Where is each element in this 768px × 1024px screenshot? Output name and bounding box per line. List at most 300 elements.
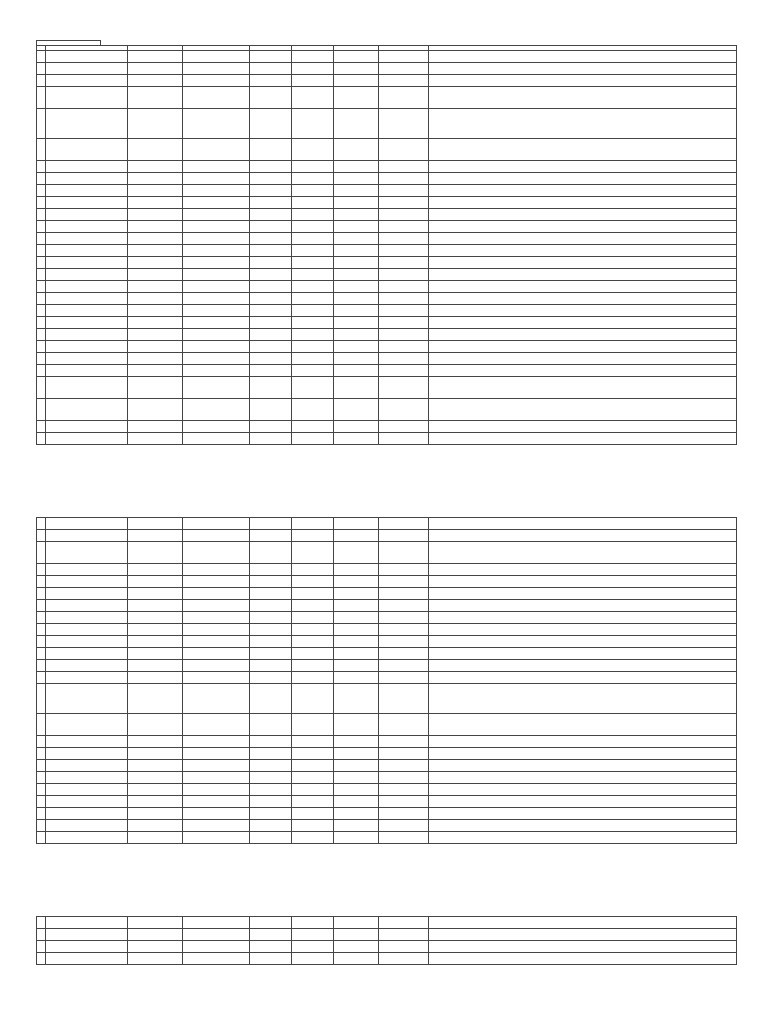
- table-row: [37, 173, 737, 185]
- notes-cell: [429, 329, 737, 341]
- table-row: [37, 542, 737, 564]
- status-cell: [379, 87, 429, 109]
- website-link[interactable]: [183, 917, 250, 929]
- college-cell: [46, 660, 128, 672]
- phone-cell: [292, 564, 334, 576]
- email-cell: [334, 353, 379, 365]
- notes-cell: [429, 624, 737, 636]
- location-cell: [128, 684, 183, 714]
- email-cell: [334, 672, 379, 684]
- location-cell: [128, 760, 183, 772]
- contact-cell: [250, 329, 292, 341]
- location-cell: [128, 941, 183, 953]
- contact-cell: [250, 736, 292, 748]
- website-link[interactable]: [183, 87, 250, 109]
- contact-cell: [250, 576, 292, 588]
- college-cell: [46, 530, 128, 542]
- website-link[interactable]: [183, 941, 250, 953]
- phone-cell: [292, 941, 334, 953]
- notes-cell: [429, 660, 737, 672]
- table-row: [37, 600, 737, 612]
- notes-cell: [429, 941, 737, 953]
- email-cell: [334, 139, 379, 161]
- table-row: [37, 185, 737, 197]
- notes-cell: [429, 51, 737, 63]
- website-link[interactable]: [183, 329, 250, 341]
- contact-cell: [250, 672, 292, 684]
- email-cell: [334, 530, 379, 542]
- website-link[interactable]: [183, 748, 250, 760]
- website-link[interactable]: [183, 305, 250, 317]
- location-cell: [128, 63, 183, 75]
- row-number: [37, 245, 46, 257]
- email-cell: [334, 161, 379, 173]
- phone-cell: [292, 772, 334, 784]
- status-cell: [379, 808, 429, 820]
- contact-cell: [250, 612, 292, 624]
- location-cell: [128, 953, 183, 965]
- phone-cell: [292, 832, 334, 844]
- table-row: [37, 588, 737, 600]
- table-row: [37, 341, 737, 353]
- email-cell: [334, 588, 379, 600]
- notes-cell: [429, 233, 737, 245]
- row-number: [37, 63, 46, 75]
- row-number: [37, 161, 46, 173]
- website-link[interactable]: [183, 281, 250, 293]
- table-row: [37, 760, 737, 772]
- phone-cell: [292, 221, 334, 233]
- website-link[interactable]: [183, 399, 250, 421]
- website-link[interactable]: [183, 648, 250, 660]
- website-link[interactable]: [183, 714, 250, 736]
- contact-cell: [250, 760, 292, 772]
- website-link[interactable]: [183, 820, 250, 832]
- row-number: [37, 736, 46, 748]
- location-cell: [128, 317, 183, 329]
- table-row: [37, 820, 737, 832]
- college-cell: [46, 221, 128, 233]
- status-cell: [379, 281, 429, 293]
- contact-cell: [250, 784, 292, 796]
- contact-cell: [250, 953, 292, 965]
- table-row: [37, 365, 737, 377]
- website-link[interactable]: [183, 530, 250, 542]
- college-cell: [46, 784, 128, 796]
- phone-cell: [292, 399, 334, 421]
- college-cell: [46, 341, 128, 353]
- notes-cell: [429, 63, 737, 75]
- contact-cell: [250, 421, 292, 433]
- contact-cell: [250, 600, 292, 612]
- notes-cell: [429, 953, 737, 965]
- website-link[interactable]: [183, 109, 250, 139]
- website-link[interactable]: [183, 612, 250, 624]
- website-link[interactable]: [183, 197, 250, 209]
- contact-cell: [250, 293, 292, 305]
- status-cell: [379, 185, 429, 197]
- college-cell: [46, 139, 128, 161]
- notes-cell: [429, 353, 737, 365]
- college-cell: [46, 624, 128, 636]
- contact-cell: [250, 139, 292, 161]
- website-link[interactable]: [183, 257, 250, 269]
- table-row: [37, 421, 737, 433]
- phone-cell: [292, 317, 334, 329]
- phone-cell: [292, 185, 334, 197]
- email-cell: [334, 317, 379, 329]
- status-cell: [379, 929, 429, 941]
- website-link[interactable]: [183, 233, 250, 245]
- location-cell: [128, 672, 183, 684]
- contact-cell: [250, 365, 292, 377]
- notes-cell: [429, 564, 737, 576]
- location-cell: [128, 269, 183, 281]
- website-link[interactable]: [183, 636, 250, 648]
- website-link[interactable]: [183, 672, 250, 684]
- row-number: [37, 820, 46, 832]
- phone-cell: [292, 51, 334, 63]
- website-link[interactable]: [183, 684, 250, 714]
- notes-cell: [429, 305, 737, 317]
- contact-cell: [250, 305, 292, 317]
- table-row: [37, 209, 737, 221]
- contact-cell: [250, 341, 292, 353]
- email-cell: [334, 953, 379, 965]
- status-cell: [379, 365, 429, 377]
- website-link[interactable]: [183, 624, 250, 636]
- website-link[interactable]: [183, 317, 250, 329]
- email-cell: [334, 796, 379, 808]
- phone-cell: [292, 612, 334, 624]
- sheet-page-3: [36, 916, 736, 965]
- college-cell: [46, 75, 128, 87]
- phone-cell: [292, 820, 334, 832]
- email-cell: [334, 714, 379, 736]
- email-cell: [334, 281, 379, 293]
- row-number: [37, 173, 46, 185]
- location-cell: [128, 832, 183, 844]
- contact-cell: [250, 542, 292, 564]
- email-cell: [334, 784, 379, 796]
- row-number: [37, 542, 46, 564]
- row-number: [37, 399, 46, 421]
- sheet-page-2: [36, 517, 736, 844]
- sheet-page-1: [36, 40, 736, 445]
- website-link[interactable]: [183, 953, 250, 965]
- row-number: [37, 714, 46, 736]
- row-number: [37, 341, 46, 353]
- location-cell: [128, 660, 183, 672]
- row-number: [37, 51, 46, 63]
- status-cell: [379, 51, 429, 63]
- website-link[interactable]: [183, 576, 250, 588]
- contact-cell: [250, 929, 292, 941]
- notes-cell: [429, 293, 737, 305]
- college-cell: [46, 109, 128, 139]
- college-cell: [46, 600, 128, 612]
- college-cell: [46, 173, 128, 185]
- row-number: [37, 917, 46, 929]
- notes-cell: [429, 784, 737, 796]
- notes-cell: [429, 796, 737, 808]
- website-link[interactable]: [183, 784, 250, 796]
- website-link[interactable]: [183, 518, 250, 530]
- email-cell: [334, 542, 379, 564]
- notes-cell: [429, 576, 737, 588]
- email-cell: [334, 293, 379, 305]
- location-cell: [128, 820, 183, 832]
- status-cell: [379, 75, 429, 87]
- phone-cell: [292, 530, 334, 542]
- table-row: [37, 257, 737, 269]
- website-link[interactable]: [183, 353, 250, 365]
- phone-cell: [292, 518, 334, 530]
- table-row: [37, 233, 737, 245]
- website-link[interactable]: [183, 600, 250, 612]
- contact-cell: [250, 233, 292, 245]
- notes-cell: [429, 636, 737, 648]
- contact-cell: [250, 624, 292, 636]
- table-row: [37, 784, 737, 796]
- college-cell: [46, 760, 128, 772]
- status-cell: [379, 796, 429, 808]
- website-link[interactable]: [183, 660, 250, 672]
- contact-cell: [250, 518, 292, 530]
- email-cell: [334, 832, 379, 844]
- status-cell: [379, 421, 429, 433]
- website-link[interactable]: [183, 433, 250, 445]
- location-cell: [128, 257, 183, 269]
- location-cell: [128, 917, 183, 929]
- table-row: [37, 139, 737, 161]
- location-cell: [128, 784, 183, 796]
- notes-cell: [429, 588, 737, 600]
- contact-cell: [250, 281, 292, 293]
- location-cell: [128, 365, 183, 377]
- row-number: [37, 772, 46, 784]
- website-link[interactable]: [183, 808, 250, 820]
- website-link[interactable]: [183, 161, 250, 173]
- contact-cell: [250, 564, 292, 576]
- website-link[interactable]: [183, 421, 250, 433]
- row-number: [37, 139, 46, 161]
- college-cell: [46, 421, 128, 433]
- website-link[interactable]: [183, 832, 250, 844]
- website-link[interactable]: [183, 542, 250, 564]
- table-row: [37, 748, 737, 760]
- location-cell: [128, 714, 183, 736]
- notes-cell: [429, 75, 737, 87]
- status-cell: [379, 63, 429, 75]
- status-cell: [379, 564, 429, 576]
- table-row: [37, 329, 737, 341]
- contact-cell: [250, 588, 292, 600]
- college-cell: [46, 714, 128, 736]
- location-cell: [128, 75, 183, 87]
- phone-cell: [292, 760, 334, 772]
- email-cell: [334, 305, 379, 317]
- row-number: [37, 75, 46, 87]
- row-number: [37, 796, 46, 808]
- row-number: [37, 530, 46, 542]
- location-cell: [128, 796, 183, 808]
- row-number: [37, 748, 46, 760]
- website-link[interactable]: [183, 185, 250, 197]
- notes-cell: [429, 257, 737, 269]
- row-number: [37, 185, 46, 197]
- phone-cell: [292, 109, 334, 139]
- row-number: [37, 576, 46, 588]
- location-cell: [128, 87, 183, 109]
- phone-cell: [292, 257, 334, 269]
- phone-cell: [292, 796, 334, 808]
- website-link[interactable]: [183, 245, 250, 257]
- status-cell: [379, 760, 429, 772]
- website-link[interactable]: [183, 736, 250, 748]
- website-link[interactable]: [183, 772, 250, 784]
- website-link[interactable]: [183, 341, 250, 353]
- notes-cell: [429, 772, 737, 784]
- phone-cell: [292, 808, 334, 820]
- email-cell: [334, 109, 379, 139]
- email-cell: [334, 63, 379, 75]
- email-cell: [334, 51, 379, 63]
- phone-cell: [292, 433, 334, 445]
- location-cell: [128, 341, 183, 353]
- status-cell: [379, 832, 429, 844]
- location-cell: [128, 564, 183, 576]
- college-cell: [46, 588, 128, 600]
- phone-cell: [292, 281, 334, 293]
- college-cell: [46, 63, 128, 75]
- email-cell: [334, 808, 379, 820]
- website-link[interactable]: [183, 929, 250, 941]
- data-table: [36, 45, 737, 445]
- website-link[interactable]: [183, 51, 250, 63]
- table-row: [37, 636, 737, 648]
- contact-cell: [250, 209, 292, 221]
- data-table: [36, 517, 737, 844]
- website-link[interactable]: [183, 293, 250, 305]
- table-row: [37, 245, 737, 257]
- email-cell: [334, 421, 379, 433]
- location-cell: [128, 929, 183, 941]
- email-cell: [334, 399, 379, 421]
- row-number: [37, 953, 46, 965]
- college-cell: [46, 197, 128, 209]
- email-cell: [334, 748, 379, 760]
- table-row: [37, 917, 737, 929]
- status-cell: [379, 612, 429, 624]
- location-cell: [128, 648, 183, 660]
- email-cell: [334, 233, 379, 245]
- notes-cell: [429, 748, 737, 760]
- status-cell: [379, 257, 429, 269]
- row-number: [37, 281, 46, 293]
- row-number: [37, 269, 46, 281]
- contact-cell: [250, 808, 292, 820]
- status-cell: [379, 648, 429, 660]
- notes-cell: [429, 760, 737, 772]
- email-cell: [334, 377, 379, 399]
- table-row: [37, 953, 737, 965]
- website-link[interactable]: [183, 760, 250, 772]
- phone-cell: [292, 87, 334, 109]
- website-link[interactable]: [183, 377, 250, 399]
- row-number: [37, 808, 46, 820]
- website-link[interactable]: [183, 209, 250, 221]
- college-cell: [46, 365, 128, 377]
- website-link[interactable]: [183, 75, 250, 87]
- table-row: [37, 772, 737, 784]
- location-cell: [128, 139, 183, 161]
- website-link[interactable]: [183, 173, 250, 185]
- row-number: [37, 293, 46, 305]
- location-cell: [128, 173, 183, 185]
- email-cell: [334, 929, 379, 941]
- college-cell: [46, 185, 128, 197]
- table-row: [37, 75, 737, 87]
- website-link[interactable]: [183, 365, 250, 377]
- status-cell: [379, 197, 429, 209]
- website-link[interactable]: [183, 63, 250, 75]
- contact-cell: [250, 221, 292, 233]
- phone-cell: [292, 139, 334, 161]
- location-cell: [128, 329, 183, 341]
- email-cell: [334, 269, 379, 281]
- status-cell: [379, 820, 429, 832]
- phone-cell: [292, 377, 334, 399]
- website-link[interactable]: [183, 588, 250, 600]
- email-cell: [334, 660, 379, 672]
- location-cell: [128, 305, 183, 317]
- table-row: [37, 63, 737, 75]
- row-number: [37, 421, 46, 433]
- contact-cell: [250, 87, 292, 109]
- website-link[interactable]: [183, 139, 250, 161]
- notes-cell: [429, 648, 737, 660]
- website-link[interactable]: [183, 564, 250, 576]
- college-cell: [46, 399, 128, 421]
- college-cell: [46, 161, 128, 173]
- contact-cell: [250, 245, 292, 257]
- website-link[interactable]: [183, 269, 250, 281]
- contact-cell: [250, 109, 292, 139]
- website-link[interactable]: [183, 221, 250, 233]
- email-cell: [334, 329, 379, 341]
- phone-cell: [292, 293, 334, 305]
- table-row: [37, 293, 737, 305]
- email-cell: [334, 365, 379, 377]
- notes-cell: [429, 917, 737, 929]
- row-number: [37, 672, 46, 684]
- college-cell: [46, 564, 128, 576]
- notes-cell: [429, 281, 737, 293]
- status-cell: [379, 293, 429, 305]
- college-cell: [46, 612, 128, 624]
- table-row: [37, 317, 737, 329]
- college-cell: [46, 377, 128, 399]
- website-link[interactable]: [183, 796, 250, 808]
- status-cell: [379, 399, 429, 421]
- notes-cell: [429, 929, 737, 941]
- phone-cell: [292, 197, 334, 209]
- table-row: [37, 305, 737, 317]
- status-cell: [379, 518, 429, 530]
- college-cell: [46, 917, 128, 929]
- row-number: [37, 518, 46, 530]
